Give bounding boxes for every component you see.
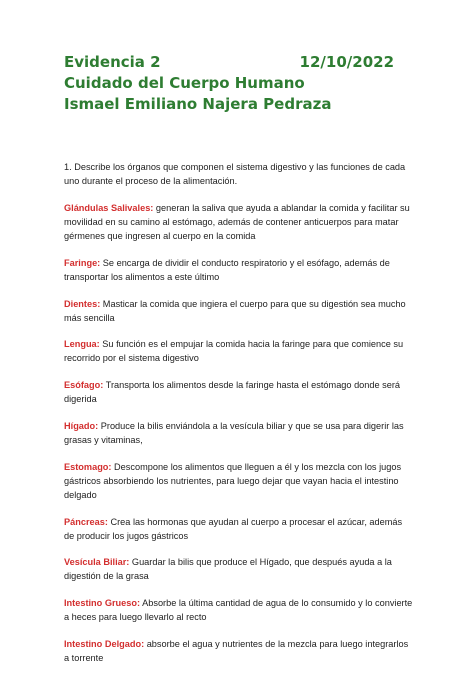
organ-entry: [64, 297, 414, 325]
organ-definition: generan la saliva que ayuda a ablandar la comida y facilitar su movilidad en su camino al estómago, además de contener anticuerpos para matar gérmenes que ingresen al cuerpo en la comida: [64, 203, 410, 241]
organ-definition: Absorbe la última cantidad de agua de lo consumido y lo convierte a heces para luego llevarlo al recto: [64, 598, 413, 623]
document-body: [64, 160, 414, 678]
organ-entry: [64, 419, 414, 447]
organ-entry: [64, 460, 414, 502]
organ-definition: Transporta los alimentos desde la faringe hasta el estómago donde será digerida: [64, 380, 401, 405]
organ-definition: Se encarga de dividir el conducto respiratorio y el esófago, además de transportar los alimentos a este último: [64, 257, 390, 282]
document-header: [64, 52, 394, 115]
organ-term: Páncreas:: [64, 516, 108, 527]
organ-term: Dientes:: [64, 298, 101, 309]
organ-definition: Su función es el empujar la comida hacia la faringe para que comience su recorrido por el sistema digestivo: [64, 339, 404, 364]
title-row: [64, 52, 394, 73]
organ-definition: Crea las hormonas que ayudan al cuerpo a procesar el azúcar, además de producir los jugos gástricos: [64, 516, 403, 541]
question-text: 1. Describe los órganos que componen el sistema digestivo y las funciones de cada uno durante el proceso de la alimentación.: [64, 162, 406, 186]
organ-term: Hígado:: [64, 420, 99, 431]
organ-term: Esófago:: [64, 380, 104, 391]
organ-definition: absorbe el agua y nutrientes de la mezcla para luego integrarlos a torrente: [64, 638, 409, 663]
organ-entry: [64, 256, 414, 284]
organ-entry: [64, 378, 414, 406]
organ-term: Estomago:: [64, 461, 112, 472]
organ-term: Intestino Grueso:: [64, 598, 141, 609]
organ-definition: Descompone los alimentos que lleguen a él y los mezcla con los jugos gástricos absorbiendo los nutrientes, para luego dejar que vayan hacia el intestino delgado: [64, 461, 402, 500]
document-author: Ismael Emiliano Najera Pedraza: [64, 95, 332, 113]
organ-term: Intestino Delgado:: [64, 638, 145, 649]
organ-term: Lengua:: [64, 339, 100, 350]
organ-definition: Masticar la comida que ingiera el cuerpo para que su digestión sea mucho más sencilla: [64, 298, 406, 323]
organ-list: [64, 201, 414, 665]
document-date: 12/10/2022: [299, 53, 394, 71]
organ-definition: Produce la bilis enviándola a la vesícula biliar y que se usa para digerir las grasas y vitaminas,: [64, 420, 404, 445]
organ-term: Vesícula Biliar:: [64, 557, 130, 568]
organ-term: Glándulas Salivales:: [64, 203, 154, 213]
organ-term: Faringe:: [64, 257, 101, 268]
organ-entry: [64, 596, 414, 624]
organ-entry: [64, 555, 414, 583]
document-subtitle: Cuidado del Cuerpo Humano: [64, 74, 305, 92]
organ-entry: [64, 515, 414, 543]
organ-entry: [64, 337, 414, 365]
document-title: Evidencia 2: [64, 53, 161, 71]
organ-entry: [64, 637, 414, 665]
organ-definition: Guardar la bilis que produce el Hígado, que después ayuda a la digestión de la grasa: [64, 557, 392, 582]
organ-entry: [64, 201, 414, 243]
